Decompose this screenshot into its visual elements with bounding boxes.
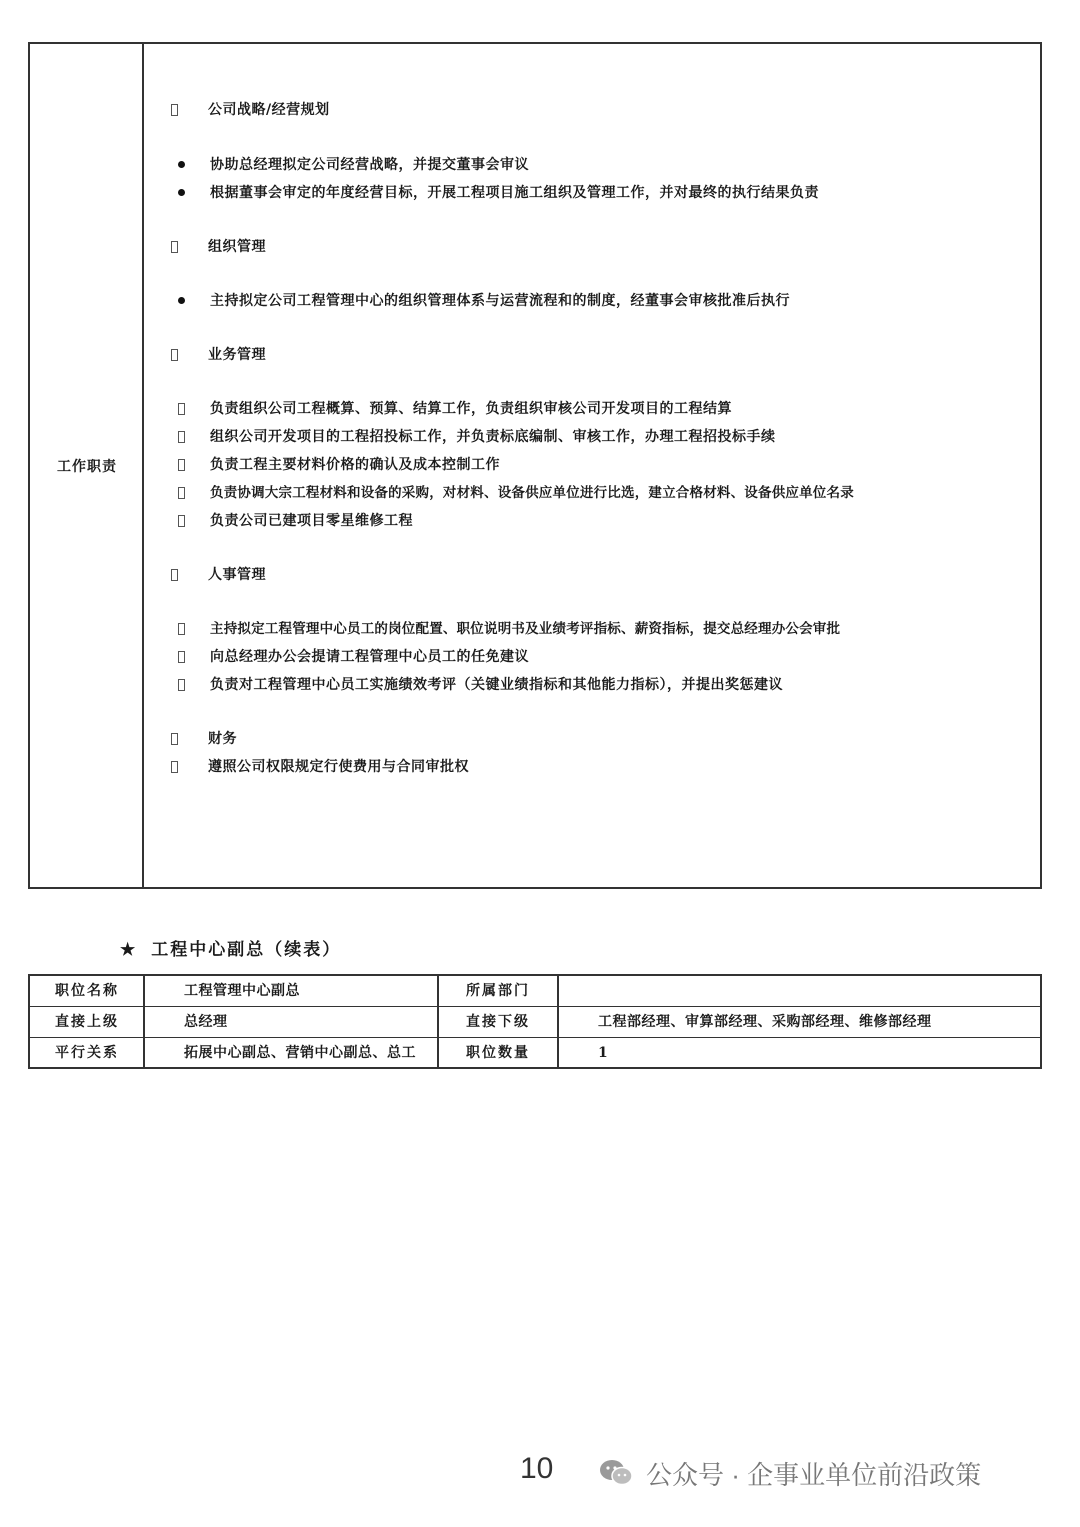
table-cell-label: 直接下级 <box>466 1014 530 1030</box>
column-divider <box>557 976 559 1067</box>
bullet-icon <box>178 156 185 174</box>
checkbox-icon <box>178 648 185 666</box>
watermark <box>598 1456 981 1490</box>
table-cell-label: 所属部门 <box>466 983 530 999</box>
duties-label-cell <box>30 44 144 887</box>
checkbox-icon <box>171 730 178 748</box>
checkbox-icon <box>178 676 185 694</box>
row-divider <box>30 1037 1040 1038</box>
checkbox-icon <box>178 484 185 502</box>
subordinates-value: 工程部经理、审算部经理、采购部经理、维修部经理 <box>598 1014 932 1030</box>
checkbox-icon <box>171 101 178 119</box>
section-heading <box>120 935 341 960</box>
table-cell-label: 职位名称 <box>55 983 119 999</box>
table-cell-label: 平行关系 <box>55 1045 119 1061</box>
checkbox-icon <box>171 238 178 256</box>
checkbox-icon <box>178 428 185 446</box>
table-cell-label: 职位数量 <box>466 1045 530 1061</box>
parallel-relations-value: 拓展中心副总、营销中心副总、总工 <box>184 1045 416 1061</box>
duties-label: 工作职责 <box>57 459 117 475</box>
star-icon: ★ <box>120 940 138 960</box>
section-title: 财务 <box>208 731 237 747</box>
position-count-value: 1 <box>598 1045 609 1061</box>
row-divider <box>30 1006 1040 1007</box>
section-title: 公司战略/经营规划 <box>208 102 330 118</box>
checkbox-icon <box>171 346 178 364</box>
duty-item: 协助总经理拟定公司经营战略，并提交董事会审议 <box>210 157 529 173</box>
checkbox-icon <box>178 512 185 530</box>
section-title: 人事管理 <box>208 567 266 583</box>
info-table <box>28 974 1042 1069</box>
section-heading-text: 工程中心副总（续表） <box>151 940 342 960</box>
duty-item: 负责组织公司工程概算、预算、结算工作，负责组织审核公司开发项目的工程结算 <box>210 401 732 417</box>
checkbox-icon <box>171 566 178 584</box>
duty-item: 负责公司已建项目零星维修工程 <box>210 513 413 529</box>
wechat-icon <box>598 1458 634 1488</box>
duty-item: 负责工程主要材料价格的确认及成本控制工作 <box>210 457 500 473</box>
duties-table <box>28 42 1042 889</box>
duty-item: 遵照公司权限规定行使费用与合同审批权 <box>208 759 469 775</box>
bullet-icon <box>178 184 185 202</box>
duty-item: 负责协调大宗工程材料和设备的采购，对材料、设备供应单位进行比选，建立合格材料、设备供应单位名录 <box>210 485 854 501</box>
bullet-icon <box>178 292 185 310</box>
position-name-value: 工程管理中心副总 <box>184 983 300 999</box>
checkbox-icon <box>178 400 185 418</box>
section-title: 业务管理 <box>208 347 266 363</box>
checkbox-icon <box>178 620 185 638</box>
duty-item: 负责对工程管理中心员工实施绩效考评（关键业绩指标和其他能力指标），并提出奖惩建议 <box>210 677 783 693</box>
duty-item: 根据董事会审定的年度经营目标，开展工程项目施工组织及管理工作，并对最终的执行结果负责 <box>210 185 819 201</box>
section-title: 组织管理 <box>208 239 266 255</box>
table-cell-label: 直接上级 <box>55 1014 119 1030</box>
duty-item: 向总经理办公会提请工程管理中心员工的任免建议 <box>210 649 529 665</box>
watermark-text: 公众号 · 企事业单位前沿政策 <box>646 1459 982 1490</box>
duty-item: 主持拟定公司工程管理中心的组织管理体系与运营流程和的制度，经董事会审核批准后执行 <box>210 293 790 309</box>
supervisor-value: 总经理 <box>184 1014 228 1030</box>
duty-item: 主持拟定工程管理中心员工的岗位配置、职位说明书及业绩考评指标、薪资指标，提交总经理办公会审批 <box>210 621 841 637</box>
page-number: 10 <box>520 1452 554 1485</box>
checkbox-icon <box>178 456 185 474</box>
duty-item: 组织公司开发项目的工程招投标工作，并负责标底编制、审核工作，办理工程招投标手续 <box>210 429 776 445</box>
checkbox-icon <box>171 758 178 776</box>
